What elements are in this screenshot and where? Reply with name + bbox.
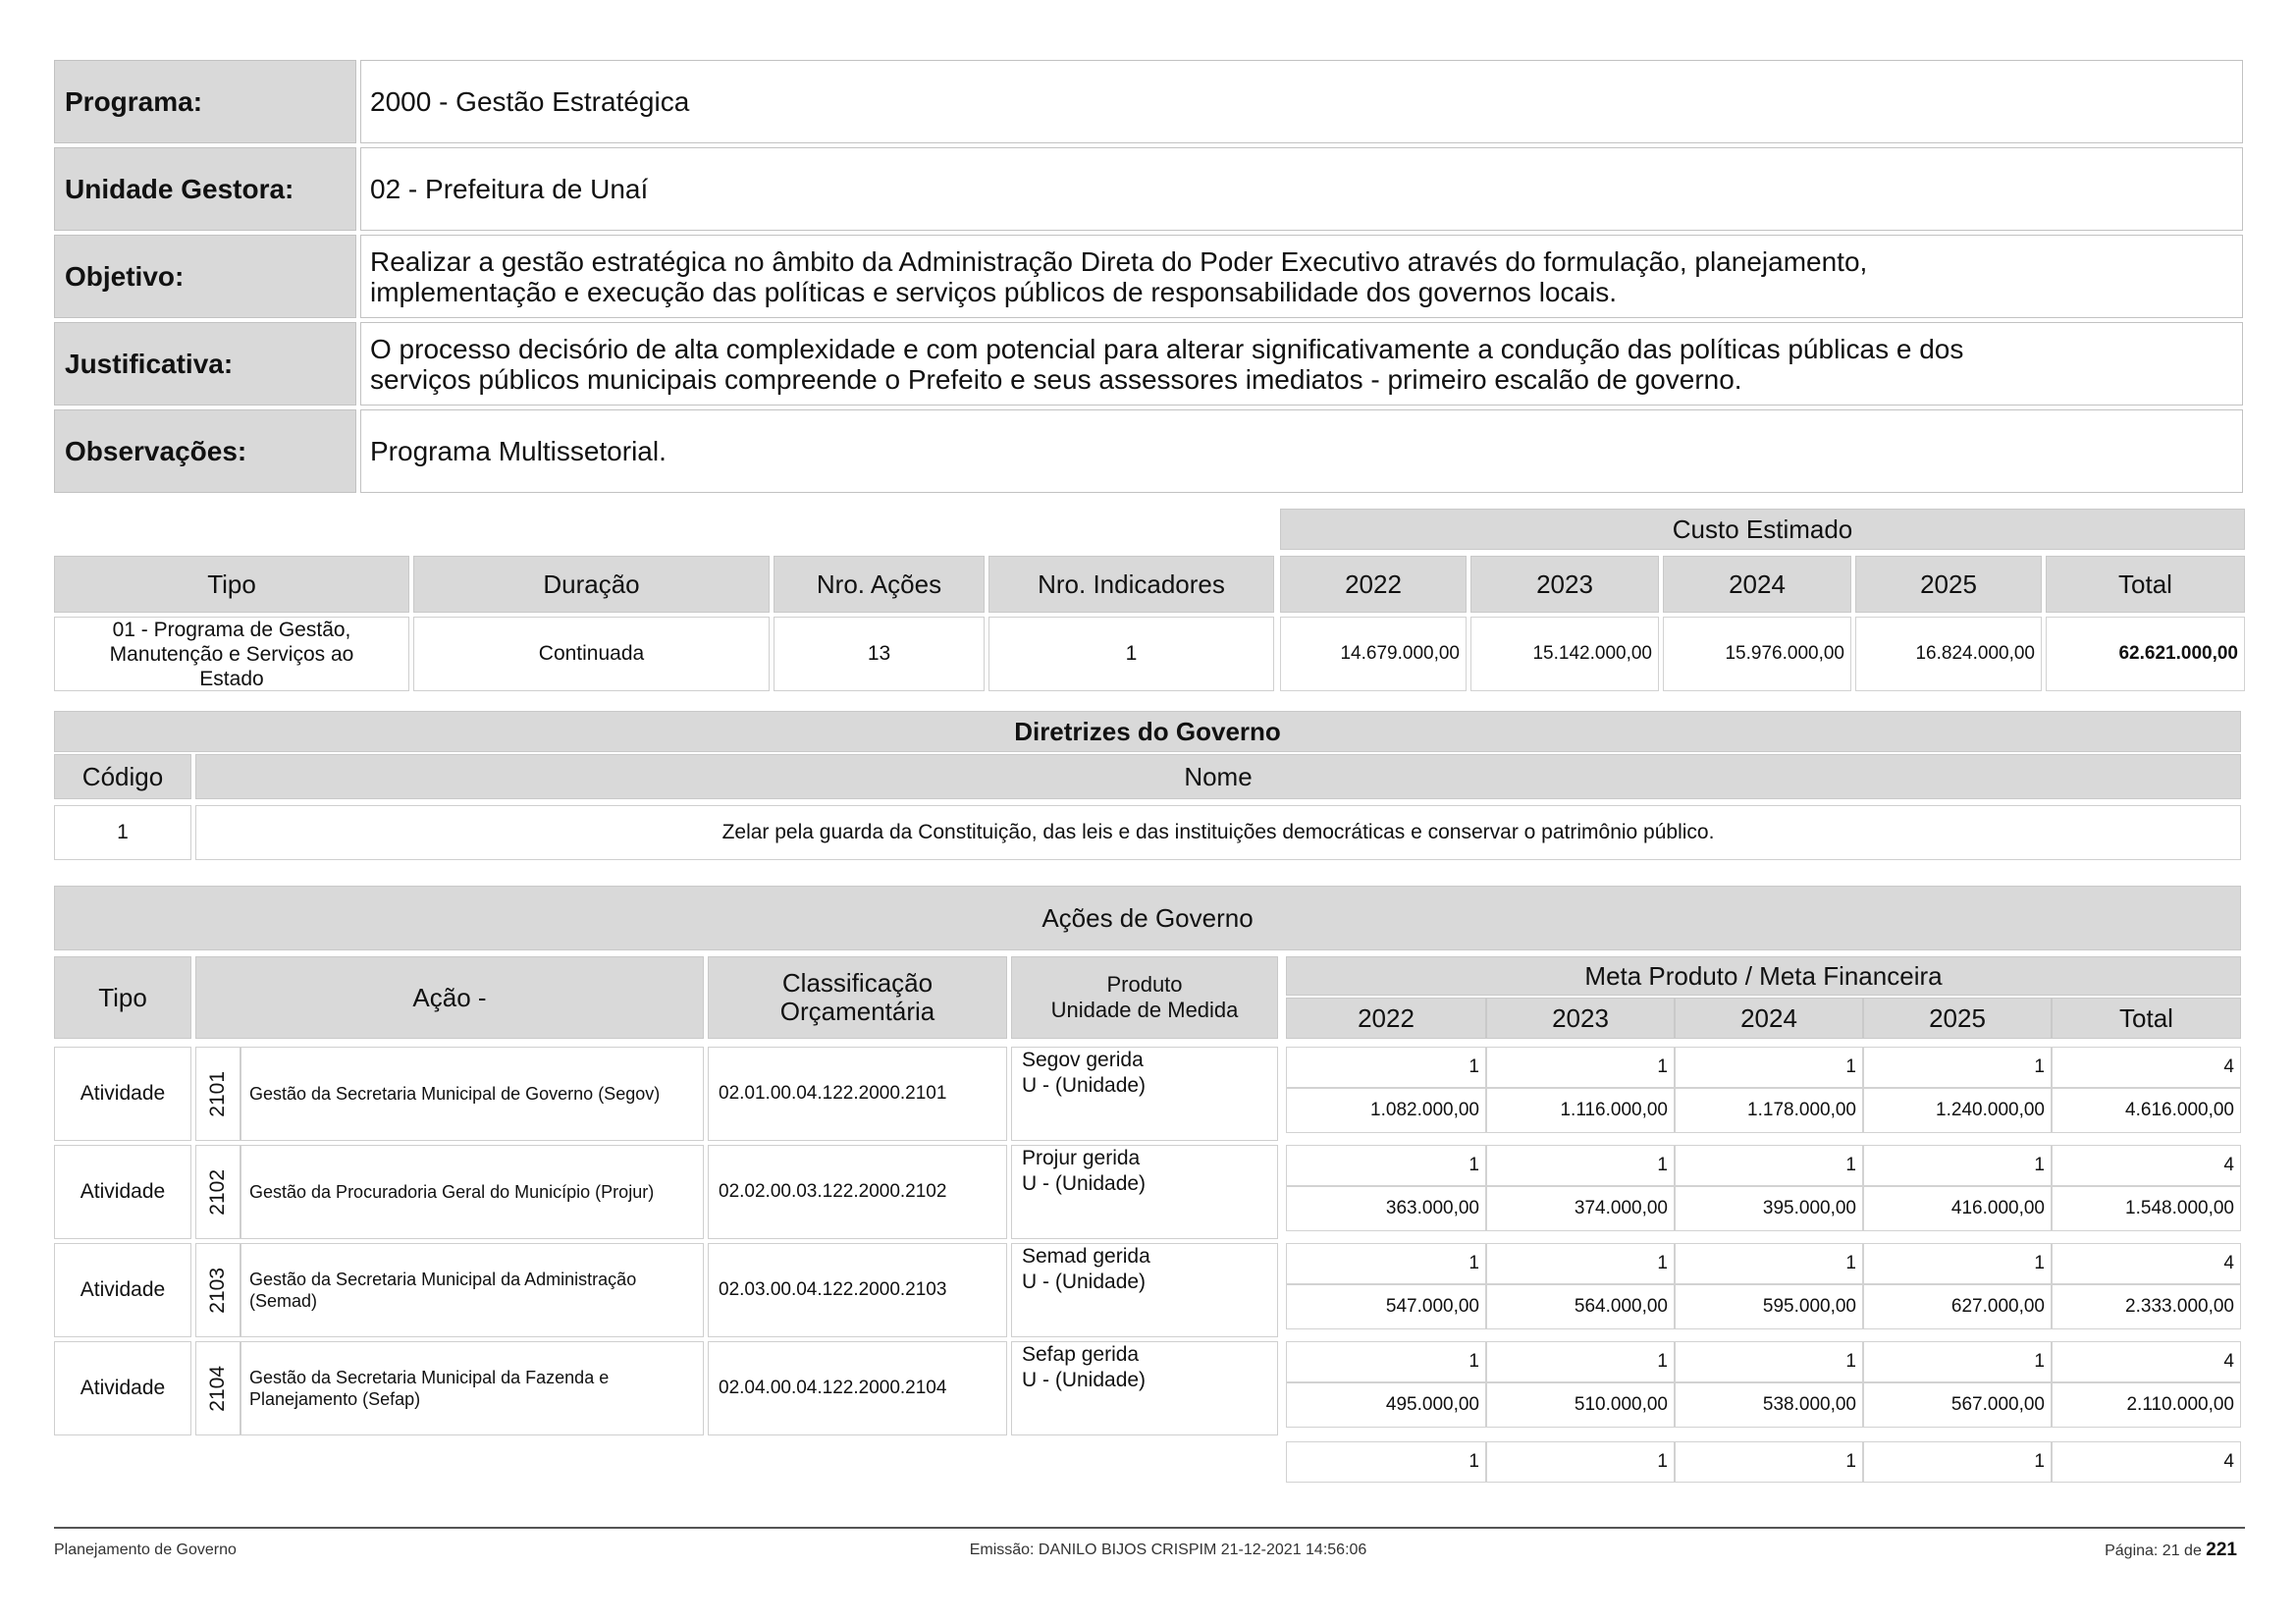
meta-2022: 1 xyxy=(1286,1145,1486,1186)
acao-classificacao: 02.04.00.04.122.2000.2104 xyxy=(708,1341,1007,1435)
acao-produto xyxy=(1011,1145,1278,1239)
diretrizes-nome-header: Nome xyxy=(195,754,2241,799)
financeira-2022: 495.000,00 xyxy=(1286,1382,1486,1428)
col-2023-header: 2023 xyxy=(1470,556,1659,613)
financeira-2023: 374.000,00 xyxy=(1486,1186,1675,1231)
produto-header-line-2: Unidade de Medida xyxy=(1050,998,1239,1022)
produto-nome: Semad gerida xyxy=(1022,1245,1150,1268)
meta-2024-header: 2024 xyxy=(1675,998,1863,1039)
acao-classificacao: 02.03.00.04.122.2000.2103 xyxy=(708,1243,1007,1337)
partial-meta-2024: 1 xyxy=(1675,1441,1863,1483)
meta-2024: 1 xyxy=(1675,1341,1863,1382)
produto-nome: Projur gerida xyxy=(1022,1147,1141,1169)
meta-2025-header: 2025 xyxy=(1863,998,2052,1039)
acao-codigo-text: 2101 xyxy=(206,1070,229,1117)
meta-2025: 1 xyxy=(1863,1145,2052,1186)
acao-classificacao: 02.02.00.03.122.2000.2102 xyxy=(708,1145,1007,1239)
partial-meta-2023: 1 xyxy=(1486,1441,1675,1483)
financeira-2025: 567.000,00 xyxy=(1863,1382,2052,1428)
produto-unidade: U - (Unidade) xyxy=(1022,1172,1147,1195)
resumo-2023: 15.142.000,00 xyxy=(1470,617,1659,691)
acao-codigo xyxy=(195,1341,240,1435)
acao-codigo xyxy=(195,1145,240,1239)
acoes-produto-header xyxy=(1011,956,1278,1039)
programa-value: 2000 - Gestão Estratégica xyxy=(360,60,2243,143)
observacoes-value: Programa Multissetorial. xyxy=(360,409,2243,493)
financeira-2025: 416.000,00 xyxy=(1863,1186,2052,1231)
diretrizes-codigo-header: Código xyxy=(54,754,191,799)
objetivo-line-1: Realizar a gestão estratégica no âmbito da Administração Direta do Poder Executivo através do formulação, planejamento, xyxy=(370,245,1868,277)
produto-unidade: U - (Unidade) xyxy=(1022,1271,1147,1293)
acao-tipo: Atividade xyxy=(54,1047,191,1141)
meta-2023: 1 xyxy=(1486,1243,1675,1284)
meta-total: 4 xyxy=(2052,1047,2241,1088)
acao-nome: Gestão da Secretaria Municipal de Governo (Segov) xyxy=(240,1047,704,1141)
financeira-2024: 595.000,00 xyxy=(1675,1284,1863,1329)
acao-tipo: Atividade xyxy=(54,1145,191,1239)
meta-2023: 1 xyxy=(1486,1145,1675,1186)
resumo-tipo: 01 - Programa de Gestão, Manutenção e Serviços ao Estado xyxy=(54,617,409,691)
resumo-2025: 16.824.000,00 xyxy=(1855,617,2042,691)
acao-codigo xyxy=(195,1243,240,1337)
acao-nome: Gestão da Secretaria Municipal da Fazenda e Planejamento (Sefap) xyxy=(240,1341,704,1435)
classificacao-header-line-1: Classificação xyxy=(781,968,934,998)
resumo-2022: 14.679.000,00 xyxy=(1280,617,1467,691)
acoes-tipo-header: Tipo xyxy=(54,956,191,1039)
financeira-2022: 363.000,00 xyxy=(1286,1186,1486,1231)
financeira-2024: 1.178.000,00 xyxy=(1675,1088,1863,1133)
diretrizes-title: Diretrizes do Governo xyxy=(54,711,2241,752)
meta-2024: 1 xyxy=(1675,1145,1863,1186)
meta-2025: 1 xyxy=(1863,1341,2052,1382)
meta-2023: 1 xyxy=(1486,1047,1675,1088)
diretriz-codigo: 1 xyxy=(54,805,191,860)
resumo-duracao: Continuada xyxy=(413,617,770,691)
financeira-total: 2.110.000,00 xyxy=(2052,1382,2241,1428)
meta-2024: 1 xyxy=(1675,1243,1863,1284)
footer-left: Planejamento de Governo xyxy=(54,1542,237,1558)
meta-2022-header: 2022 xyxy=(1286,998,1486,1039)
meta-total-header: Total xyxy=(2052,998,2241,1039)
acao-codigo-text: 2103 xyxy=(206,1267,229,1314)
financeira-2024: 395.000,00 xyxy=(1675,1186,1863,1231)
footer-page-total: 221 xyxy=(2206,1540,2237,1560)
col-2025-header: 2025 xyxy=(1855,556,2042,613)
acao-codigo-text: 2104 xyxy=(206,1365,229,1412)
partial-meta-total: 4 xyxy=(2052,1441,2241,1483)
observacoes-label: Observações: xyxy=(54,409,356,493)
financeira-2025: 1.240.000,00 xyxy=(1863,1088,2052,1133)
unidade-gestora-label: Unidade Gestora: xyxy=(54,147,356,231)
meta-2023-header: 2023 xyxy=(1486,998,1675,1039)
financeira-2023: 564.000,00 xyxy=(1486,1284,1675,1329)
produto-nome: Segov gerida xyxy=(1022,1049,1144,1071)
acao-produto xyxy=(1011,1047,1278,1141)
meta-total: 4 xyxy=(2052,1243,2241,1284)
partial-meta-2025: 1 xyxy=(1863,1441,2052,1483)
footer-divider xyxy=(54,1527,2245,1529)
col-2024-header: 2024 xyxy=(1663,556,1851,613)
meta-2022: 1 xyxy=(1286,1341,1486,1382)
objetivo-value xyxy=(360,235,2243,318)
justificativa-line-1: O processo decisório de alta complexidade e com potencial para alterar significativamente a condução das políticas públicas e dos xyxy=(370,333,1964,364)
col-total-header: Total xyxy=(2046,556,2245,613)
classificacao-header-line-2: Orçamentária xyxy=(779,997,935,1026)
acao-tipo: Atividade xyxy=(54,1341,191,1435)
produto-unidade: U - (Unidade) xyxy=(1022,1369,1147,1391)
col-duracao-header: Duração xyxy=(413,556,770,613)
acao-codigo xyxy=(195,1047,240,1141)
meta-2023: 1 xyxy=(1486,1341,1675,1382)
meta-2024: 1 xyxy=(1675,1047,1863,1088)
acao-tipo: Atividade xyxy=(54,1243,191,1337)
meta-total: 4 xyxy=(2052,1341,2241,1382)
justificativa-label: Justificativa: xyxy=(54,322,356,406)
acao-produto xyxy=(1011,1341,1278,1435)
meta-2025: 1 xyxy=(1863,1243,2052,1284)
acao-produto xyxy=(1011,1243,1278,1337)
financeira-2024: 538.000,00 xyxy=(1675,1382,1863,1428)
acoes-classificacao-header xyxy=(708,956,1007,1039)
justificativa-value xyxy=(360,322,2243,406)
resumo-total: 62.621.000,00 xyxy=(2046,617,2245,691)
footer-pagina xyxy=(2105,1540,2237,1561)
financeira-2025: 627.000,00 xyxy=(1863,1284,2052,1329)
meta-header: Meta Produto / Meta Financeira xyxy=(1286,956,2241,996)
financeira-total: 2.333.000,00 xyxy=(2052,1284,2241,1329)
financeira-2022: 1.082.000,00 xyxy=(1286,1088,1486,1133)
justificativa-line-2: serviços públicos municipais compreende o Prefeito e seus assessores imediatos - primeiro escalão de governo. xyxy=(370,363,1742,395)
footer-page-prefix: Página: 21 de xyxy=(2105,1542,2202,1559)
resumo-nro-acoes: 13 xyxy=(774,617,985,691)
meta-2022: 1 xyxy=(1286,1243,1486,1284)
acao-nome: Gestão da Procuradoria Geral do Município (Projur) xyxy=(240,1145,704,1239)
unidade-gestora-value: 02 - Prefeitura de Unaí xyxy=(360,147,2243,231)
produto-nome: Sefap gerida xyxy=(1022,1343,1140,1366)
financeira-total: 1.548.000,00 xyxy=(2052,1186,2241,1231)
programa-label: Programa: xyxy=(54,60,356,143)
meta-2022: 1 xyxy=(1286,1047,1486,1088)
footer-emissao: Emissão: DANILO BIJOS CRISPIM 21-12-2021 14:56:06 xyxy=(969,1542,1367,1558)
produto-header-line-1: Produto xyxy=(1106,972,1183,997)
resumo-2024: 15.976.000,00 xyxy=(1663,617,1851,691)
financeira-2023: 510.000,00 xyxy=(1486,1382,1675,1428)
custo-estimado-header: Custo Estimado xyxy=(1280,509,2245,550)
acao-classificacao: 02.01.00.04.122.2000.2101 xyxy=(708,1047,1007,1141)
col-nro-acoes-header: Nro. Ações xyxy=(774,556,985,613)
partial-meta-2022: 1 xyxy=(1286,1441,1486,1483)
produto-unidade: U - (Unidade) xyxy=(1022,1074,1147,1097)
meta-2025: 1 xyxy=(1863,1047,2052,1088)
objetivo-line-2: implementação e execução das políticas e serviços públicos de responsabilidade dos governos locais. xyxy=(370,276,1618,307)
col-2022-header: 2022 xyxy=(1280,556,1467,613)
acao-codigo-text: 2102 xyxy=(206,1168,229,1216)
acoes-title: Ações de Governo xyxy=(54,886,2241,950)
resumo-nro-indicadores: 1 xyxy=(988,617,1274,691)
meta-total: 4 xyxy=(2052,1145,2241,1186)
col-tipo-header: Tipo xyxy=(54,556,409,613)
financeira-2023: 1.116.000,00 xyxy=(1486,1088,1675,1133)
objetivo-label: Objetivo: xyxy=(54,235,356,318)
acao-nome: Gestão da Secretaria Municipal da Administração (Semad) xyxy=(240,1243,704,1337)
acoes-acao-header: Ação - xyxy=(195,956,704,1039)
col-nro-indicadores-header: Nro. Indicadores xyxy=(988,556,1274,613)
financeira-2022: 547.000,00 xyxy=(1286,1284,1486,1329)
diretriz-nome: Zelar pela guarda da Constituição, das leis e das instituições democráticas e conservar o patrimônio público. xyxy=(195,805,2241,860)
financeira-total: 4.616.000,00 xyxy=(2052,1088,2241,1133)
